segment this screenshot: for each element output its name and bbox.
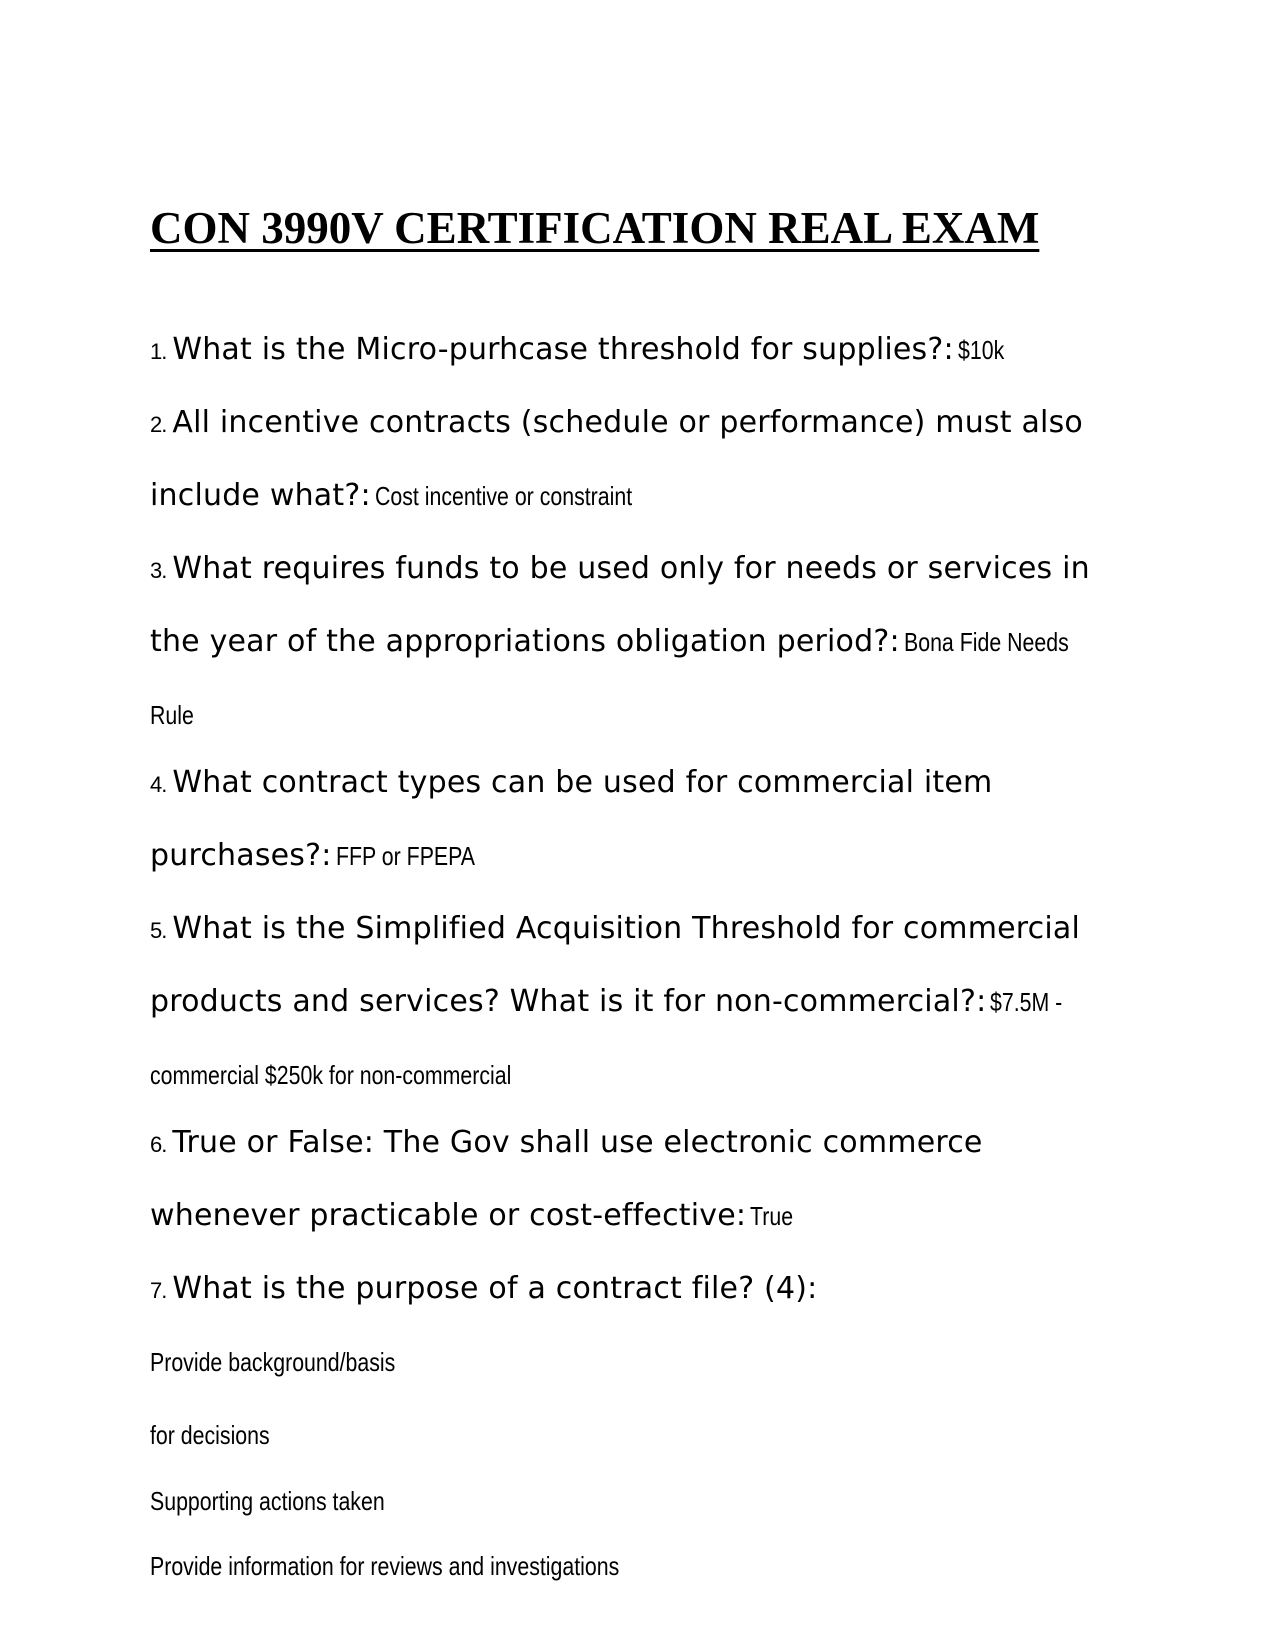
answer-text: Provide background/basis — [150, 1347, 396, 1377]
question-text: All incentive contracts (schedule or performance) must also include what?: — [150, 405, 1083, 513]
answer-text: Bona Fide Needs — [903, 627, 1069, 657]
question-number: 5. — [150, 918, 167, 943]
answer-text: True — [750, 1201, 794, 1231]
question-item — [150, 1109, 1120, 1255]
answer-continuation: for decisions — [150, 1420, 270, 1450]
question-item — [150, 895, 1120, 1109]
question-text: What contract types can be used for commercial item purchases?: — [150, 765, 993, 873]
question-text: True or False: The Gov shall use electronic commerce whenever practicable or cost-effective: — [150, 1125, 983, 1233]
question-item — [150, 1255, 1120, 1599]
question-item — [150, 535, 1120, 749]
question-number: 2. — [150, 412, 167, 437]
question-item — [150, 749, 1120, 895]
question-number: 7. — [150, 1278, 167, 1303]
question-text: What requires funds to be used only for needs or services in the year of the appropriations obligation period?: — [150, 551, 1090, 659]
question-number: 4. — [150, 772, 167, 797]
question-list — [150, 316, 1120, 1599]
question-number: 1. — [150, 339, 167, 364]
question-text: What is the purpose of a contract file? (4): — [172, 1271, 818, 1306]
question-item — [150, 389, 1120, 535]
question-item — [150, 316, 1120, 389]
answer-text: Cost incentive or constraint — [374, 481, 632, 511]
answer-text: $10k — [957, 335, 1005, 365]
answer-continuation: Rule — [150, 700, 194, 730]
answer-continuation: commercial $250k for non-commercial — [150, 1060, 512, 1090]
answer-extra-line: Provide information for reviews and investigations — [150, 1551, 620, 1581]
question-text: What is the Micro-purhcase threshold for supplies?: — [172, 332, 954, 367]
answer-text: FFP or FPEPA — [335, 841, 475, 871]
document-title: CON 3990V CERTIFICATION REAL EXAM — [150, 203, 1040, 253]
answer-text: $7.5M - — [990, 987, 1063, 1017]
question-number: 6. — [150, 1132, 167, 1157]
question-number: 3. — [150, 558, 167, 583]
question-text: What is the Simplified Acquisition Threshold for commercial products and services? What is it for non-commercial?: — [150, 911, 1081, 1019]
answer-extra-line: Supporting actions taken — [150, 1486, 385, 1516]
